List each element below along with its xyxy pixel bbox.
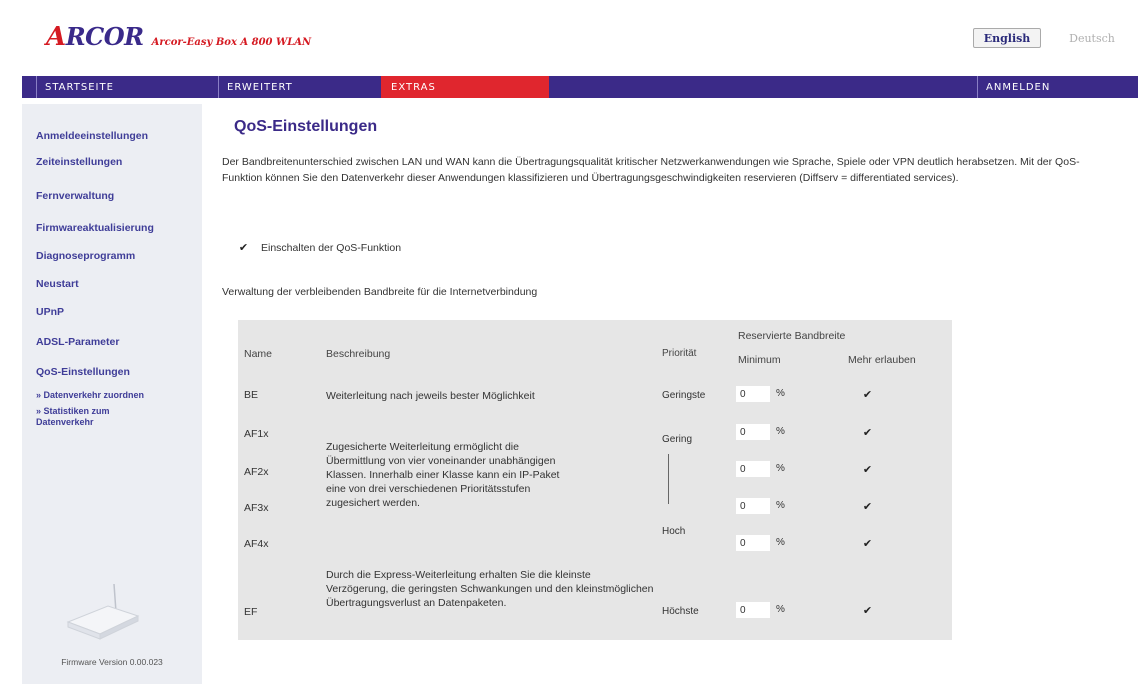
minimum-input[interactable]: 0: [736, 386, 770, 402]
nav-erweitert[interactable]: ERWEITERT: [218, 76, 400, 98]
nav-anmelden[interactable]: ANMELDEN: [977, 76, 1138, 98]
header: [0, 0, 1146, 72]
percent-unit: %: [776, 500, 785, 511]
percent-unit: %: [776, 537, 785, 548]
header-priority: Priorität: [662, 348, 697, 359]
router-icon: [62, 582, 142, 642]
header-reserved: Reservierte Bandbreite: [738, 330, 846, 342]
row-name: BE: [244, 389, 259, 401]
minimum-input[interactable]: 0: [736, 424, 770, 440]
allow-more-checkbox[interactable]: ✔: [862, 538, 873, 550]
header-allow-more: Mehr erlauben: [848, 354, 916, 366]
row-name: AF3x: [244, 502, 269, 514]
desc-be: Weiterleitung nach jeweils bester Möglichkeit: [326, 390, 535, 402]
sidebar-item-neustart[interactable]: Neustart: [36, 278, 79, 290]
sidebar-item-diagnoseprogramm[interactable]: Diagnoseprogramm: [36, 250, 136, 262]
header-name: Name: [244, 348, 273, 360]
firmware-version: Firmware Version 0.00.023: [61, 657, 163, 667]
bandwidth-subheading: Verwaltung der verbleibenden Bandbreite für die Internetverbindung: [222, 286, 538, 298]
sidebar-subitem-statistiken[interactable]: » Statistiken zum Datenverkehr: [36, 406, 110, 427]
sidebar-item-anmeldeeinstellungen[interactable]: Anmeldeeinstellungen: [36, 130, 149, 142]
minimum-input[interactable]: 0: [736, 602, 770, 618]
percent-unit: %: [776, 388, 785, 399]
top-nav: [22, 76, 1138, 98]
minimum-input[interactable]: 0: [736, 461, 770, 477]
page-description: Der Bandbreitenunterschied zwischen LAN und WAN kann die Übertragungsqualität kritischer Netzwerkanwendungen wie Sprache, Spiele oder VPN deutlich herabsetzen. Mit der QoS-Funktion können Sie den Datenverkehr dieser Anwendungen klassifizieren und Übertragungsgeschwindigkeiten reservieren (Diffserv = differentiated services).: [222, 156, 1080, 184]
lang-english-button[interactable]: English: [973, 28, 1041, 48]
desc-ef: Durch die Express-Weiterleitung erhalten Sie die kleinste Verzögerung, die geringsten Schwankungen und den kleinstmöglichen Übertragungsverlust an Datenpaketen.: [326, 569, 654, 609]
row-name: AF4x: [244, 538, 269, 550]
logo-tagline: Arcor-Easy Box A 800 WLAN: [151, 37, 312, 48]
header-minimum: Minimum: [738, 354, 781, 366]
priority-arrow: [668, 454, 669, 504]
sidebar-item-zeiteinstellungen[interactable]: Zeiteinstellungen: [36, 156, 123, 168]
percent-unit: %: [776, 604, 785, 615]
logo-letter-a: A: [46, 22, 66, 52]
priority-af-low: Gering: [662, 434, 693, 445]
allow-more-checkbox[interactable]: ✔: [862, 605, 873, 617]
allow-more-checkbox[interactable]: ✔: [862, 389, 873, 401]
sidebar: [22, 104, 202, 684]
nav-extras[interactable]: EXTRAS: [381, 76, 549, 98]
sidebar-item-fernverwaltung[interactable]: Fernverwaltung: [36, 190, 115, 202]
sidebar-item-upnp[interactable]: UPnP: [36, 306, 65, 318]
row-name: EF: [244, 606, 258, 618]
minimum-input[interactable]: 0: [736, 535, 770, 551]
enable-qos-checkbox[interactable]: ✔: [238, 241, 249, 254]
desc-af: Zugesicherte Weiterleitung ermöglicht die Übermittlung von vier voneinander unabhängigen Klassen. Innerhalb einer Klasse kann ein IP-Paket eine von drei verschiedenen Prioritätsstufen zugesichert werden.: [326, 441, 560, 509]
row-name: AF2x: [244, 466, 269, 478]
qos-table: [238, 320, 952, 640]
priority-be: Geringste: [662, 390, 706, 401]
allow-more-checkbox[interactable]: ✔: [862, 464, 873, 476]
sidebar-item-firmwareaktualisierung[interactable]: Firmwareaktualisierung: [36, 222, 154, 234]
row-name: AF1x: [244, 428, 269, 440]
minimum-input[interactable]: 0: [736, 498, 770, 514]
priority-ef: Höchste: [662, 606, 699, 617]
allow-more-checkbox[interactable]: ✔: [862, 501, 873, 513]
page-title: QoS-Einstellungen: [234, 118, 378, 135]
enable-qos-row: [238, 242, 401, 254]
header-description: Beschreibung: [326, 348, 391, 360]
priority-af-high: Hoch: [662, 526, 686, 537]
nav-startseite[interactable]: STARTSEITE: [36, 76, 216, 98]
arcor-logo[interactable]: [46, 22, 312, 52]
enable-qos-label: Einschalten der QoS-Funktion: [261, 242, 402, 254]
sidebar-item-qos-einstellungen[interactable]: QoS-Einstellungen: [36, 366, 130, 378]
percent-unit: %: [776, 463, 785, 474]
lang-deutsch-link[interactable]: Deutsch: [1069, 31, 1115, 45]
sidebar-subitem-datenverkehr-zuordnen[interactable]: » Datenverkehr zuordnen: [36, 390, 145, 400]
logo-word: RCOR: [65, 22, 144, 51]
percent-unit: %: [776, 426, 785, 437]
allow-more-checkbox[interactable]: ✔: [862, 427, 873, 439]
sidebar-item-adsl-parameter[interactable]: ADSL-Parameter: [36, 336, 120, 348]
